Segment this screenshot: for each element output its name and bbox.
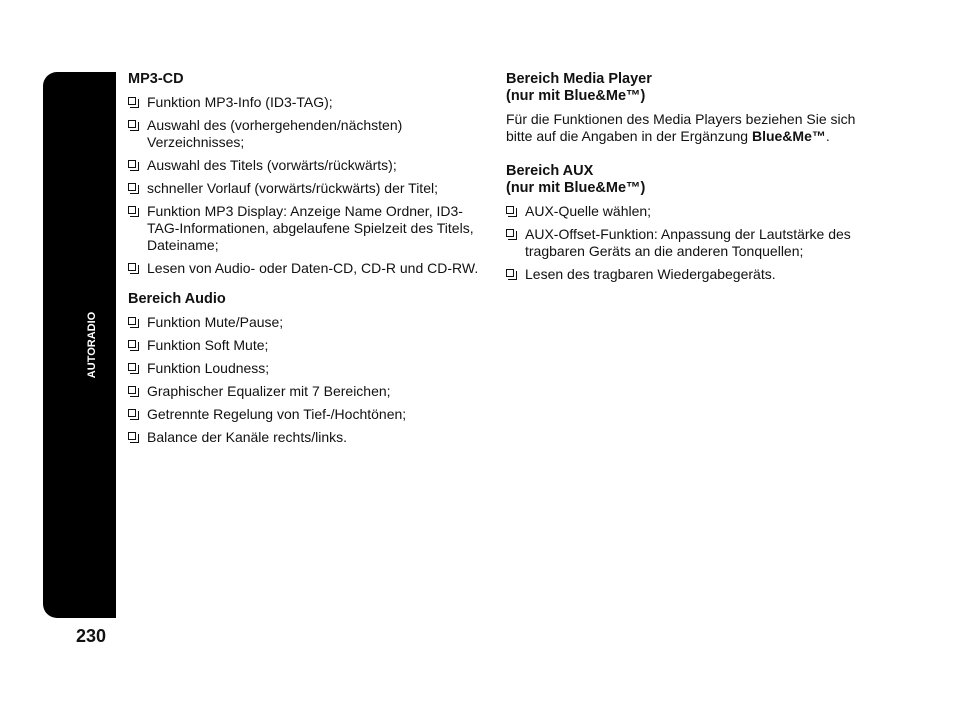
aux-feature-list xyxy=(506,203,866,283)
list-item xyxy=(128,260,488,277)
list-item-text: Funktion MP3 Display: Anzeige Name Ordner, ID3-TAG-Informationen, abgelaufene Spielzeit des Titels, Dateiname; xyxy=(147,203,474,253)
checkbox-bullet-icon xyxy=(128,120,136,128)
list-item-text: Graphischer Equalizer mit 7 Bereichen; xyxy=(147,383,391,399)
paragraph-text: Für die Funktionen des Media Players beziehen Sie sich bitte auf die Angaben in der Ergänzung xyxy=(506,111,856,144)
checkbox-bullet-icon xyxy=(128,386,136,394)
section-subheading-media-player: (nur mit Blue&Me™) xyxy=(506,88,646,104)
checkbox-bullet-icon xyxy=(506,206,514,214)
section-media-player xyxy=(506,71,866,145)
checkbox-bullet-icon xyxy=(128,432,136,440)
list-item-text: schneller Vorlauf (vorwärts/rückwärts) der Titel; xyxy=(147,180,438,196)
checkbox-bullet-icon xyxy=(128,363,136,371)
section-heading-media-player: Bereich Media Player xyxy=(506,71,652,87)
list-item-text: Funktion MP3-Info (ID3-TAG); xyxy=(147,94,333,110)
checkbox-bullet-icon xyxy=(506,269,514,277)
list-item xyxy=(128,406,488,423)
checkbox-bullet-icon xyxy=(128,97,136,105)
checkbox-bullet-icon xyxy=(128,206,136,214)
list-item-text: Auswahl des Titels (vorwärts/rückwärts); xyxy=(147,157,397,173)
list-item-text: Balance der Kanäle rechts/links. xyxy=(147,429,347,445)
section-subheading-aux: (nur mit Blue&Me™) xyxy=(506,180,646,196)
list-item xyxy=(128,383,488,400)
section-aux xyxy=(506,163,866,283)
checkbox-bullet-icon xyxy=(128,409,136,417)
checkbox-bullet-icon xyxy=(128,263,136,271)
list-item-text: Funktion Loudness; xyxy=(147,360,270,376)
checkbox-bullet-icon xyxy=(506,229,514,237)
list-item-text: AUX-Quelle wählen; xyxy=(525,203,652,219)
list-item-text: Getrennte Regelung von Tief-/Hochtönen; xyxy=(147,406,407,422)
media-player-paragraph xyxy=(506,111,866,145)
list-item xyxy=(506,266,866,283)
list-item xyxy=(506,203,866,220)
list-item xyxy=(128,314,488,331)
section-mp3-cd xyxy=(128,71,488,277)
mp3-feature-list xyxy=(128,94,488,277)
list-item-text: Auswahl des (vorhergehenden/nächsten) Verzeichnisses; xyxy=(147,117,403,150)
list-item-text: Funktion Mute/Pause; xyxy=(147,314,284,330)
section-heading-audio: Bereich Audio xyxy=(128,291,226,307)
chapter-label: AUTORADIO xyxy=(86,311,98,379)
section-heading-mp3-cd: MP3-CD xyxy=(128,71,184,87)
list-item xyxy=(128,117,488,151)
audio-feature-list xyxy=(128,314,488,446)
list-item xyxy=(128,360,488,377)
list-item xyxy=(128,157,488,174)
list-item xyxy=(128,429,488,446)
left-column xyxy=(128,71,488,460)
section-heading-aux: Bereich AUX xyxy=(506,163,594,179)
list-item-text: AUX-Offset-Funktion: Anpassung der Lautstärke des tragbaren Geräts an die anderen Tonquellen; xyxy=(525,226,851,259)
list-item-text: Funktion Soft Mute; xyxy=(147,337,269,353)
paragraph-bold-text: Blue&Me™ xyxy=(751,128,826,144)
list-item xyxy=(128,337,488,354)
checkbox-bullet-icon xyxy=(128,160,136,168)
page-number: 230 xyxy=(76,626,107,646)
list-item-text: Lesen von Audio- oder Daten-CD, CD-R und CD-RW. xyxy=(147,260,479,276)
list-item xyxy=(506,226,866,260)
checkbox-bullet-icon xyxy=(128,340,136,348)
right-column xyxy=(506,71,866,297)
paragraph-text-end: . xyxy=(825,128,830,144)
list-item-text: Lesen des tragbaren Wiedergabegeräts. xyxy=(525,266,776,282)
chapter-side-tab xyxy=(43,72,116,618)
list-item xyxy=(128,180,488,197)
checkbox-bullet-icon xyxy=(128,317,136,325)
checkbox-bullet-icon xyxy=(128,183,136,191)
section-audio xyxy=(128,291,488,446)
list-item xyxy=(128,203,488,254)
list-item xyxy=(128,94,488,111)
